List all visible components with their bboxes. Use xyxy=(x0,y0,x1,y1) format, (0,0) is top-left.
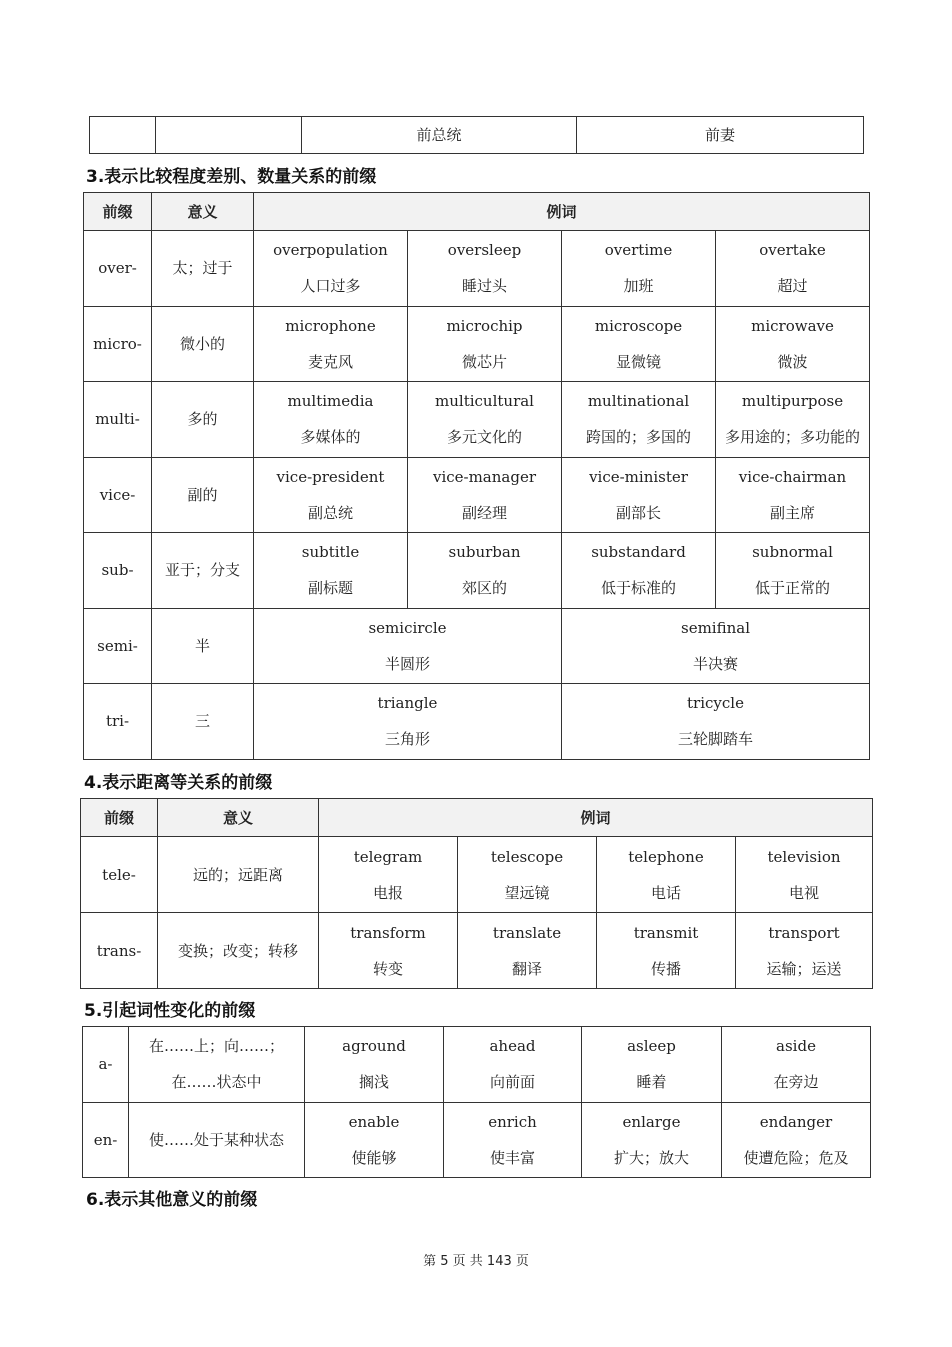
example-cell xyxy=(305,1027,444,1103)
example-word: multimedia xyxy=(287,392,374,411)
example-cell xyxy=(254,533,408,609)
table-row xyxy=(84,382,870,458)
example-gloss: 传播 xyxy=(650,959,681,978)
prefix-table-distance xyxy=(80,798,873,989)
example-cell xyxy=(254,457,408,533)
example-gloss: 副部长 xyxy=(615,503,661,522)
example-gloss: 在旁边 xyxy=(773,1073,819,1092)
example-gloss: 郊区的 xyxy=(461,579,507,598)
example-word: oversleep xyxy=(447,241,522,260)
cell xyxy=(90,117,156,154)
prefix-cell: sub- xyxy=(84,533,152,609)
example-cell xyxy=(319,837,458,913)
example-gloss: 扩大；放大 xyxy=(613,1148,689,1167)
example-cell xyxy=(562,457,716,533)
header-cell: 意义 xyxy=(158,799,319,837)
example-gloss: 副经理 xyxy=(461,503,507,522)
example-cell xyxy=(716,306,870,382)
table-row xyxy=(81,837,873,913)
example-cell xyxy=(408,457,562,533)
example-word: multipurpose xyxy=(741,392,844,411)
example-cell xyxy=(562,533,716,609)
example-gloss: 多媒体的 xyxy=(300,428,361,447)
example-cell xyxy=(716,231,870,307)
example-cell xyxy=(736,913,873,989)
example-gloss: 低于标准的 xyxy=(600,579,676,598)
example-word: telephone xyxy=(628,847,704,866)
example-word: translate xyxy=(492,923,562,942)
example-gloss: 多用途的；多功能的 xyxy=(725,428,861,447)
example-gloss: 电报 xyxy=(372,883,403,902)
header-cell: 例词 xyxy=(254,193,870,231)
example-gloss: 电视 xyxy=(789,883,820,902)
example-word: overpopulation xyxy=(273,241,388,260)
example-cell xyxy=(408,306,562,382)
meaning-cell: 在……上；向……；在……状态中 xyxy=(129,1027,305,1103)
cell: 前妻 xyxy=(577,117,864,154)
example-word: semifinal xyxy=(681,618,751,637)
table-row xyxy=(84,457,870,533)
example-gloss: 微波 xyxy=(777,352,808,371)
example-cell xyxy=(722,1027,871,1103)
section-heading-5: 5.引起词性变化的前缀 xyxy=(84,1001,256,1021)
example-word: microchip xyxy=(446,316,523,335)
example-gloss: 半决赛 xyxy=(693,654,739,673)
example-word: overtime xyxy=(604,241,673,260)
example-gloss: 使丰富 xyxy=(489,1148,535,1167)
example-word: endanger xyxy=(759,1112,833,1131)
meaning-cell: 多的 xyxy=(152,382,254,458)
example-cell xyxy=(562,231,716,307)
example-word: semicircle xyxy=(368,618,447,637)
example-word: enlarge xyxy=(622,1112,681,1131)
example-gloss: 使遭危险；危及 xyxy=(743,1148,849,1167)
table-row xyxy=(84,231,870,307)
cell: 前总统 xyxy=(302,117,577,154)
prefix-cell: over- xyxy=(84,231,152,307)
table-row xyxy=(84,306,870,382)
example-word: vice-manager xyxy=(432,467,537,486)
example-word: television xyxy=(767,847,841,866)
table-continued xyxy=(89,116,864,154)
example-word: substandard xyxy=(591,543,686,562)
example-word: suburban xyxy=(448,543,521,562)
meaning-cell: 变换；改变；转移 xyxy=(158,913,319,989)
example-word: microscope xyxy=(594,316,683,335)
example-word: triangle xyxy=(377,694,438,713)
prefix-cell: multi- xyxy=(84,382,152,458)
prefix-cell: tele- xyxy=(81,837,158,913)
example-cell xyxy=(562,608,870,684)
example-gloss: 三角形 xyxy=(384,730,430,749)
example-word: vice-minister xyxy=(589,467,688,486)
example-gloss: 微芯片 xyxy=(461,352,507,371)
example-gloss: 低于正常的 xyxy=(755,579,831,598)
header-cell: 意义 xyxy=(152,193,254,231)
header-row xyxy=(81,799,873,837)
example-cell xyxy=(736,837,873,913)
example-gloss: 超过 xyxy=(777,277,808,296)
table-row xyxy=(83,1027,871,1103)
prefix-cell: semi- xyxy=(84,608,152,684)
example-cell xyxy=(408,533,562,609)
meaning-cell: 副的 xyxy=(152,457,254,533)
example-word: transform xyxy=(350,923,426,942)
example-gloss: 副总统 xyxy=(307,503,353,522)
example-word: ahead xyxy=(489,1037,536,1056)
meaning-cell: 亚于；分支 xyxy=(152,533,254,609)
example-cell xyxy=(305,1102,444,1178)
example-gloss: 运输；运送 xyxy=(766,959,842,978)
example-cell xyxy=(254,231,408,307)
example-gloss: 搁浅 xyxy=(358,1073,389,1092)
example-gloss: 显微镜 xyxy=(615,352,661,371)
table-row xyxy=(84,684,870,760)
header-cell: 前缀 xyxy=(81,799,158,837)
prefix-cell: en- xyxy=(83,1102,129,1178)
example-cell xyxy=(716,382,870,458)
example-gloss: 加班 xyxy=(623,277,654,296)
example-gloss: 使能够 xyxy=(351,1148,397,1167)
example-cell xyxy=(716,457,870,533)
section-heading-4: 4.表示距离等关系的前缀 xyxy=(84,773,273,793)
prefix-table-pos-change xyxy=(82,1026,871,1178)
example-cell xyxy=(254,608,562,684)
example-word: multinational xyxy=(587,392,690,411)
example-cell xyxy=(458,837,597,913)
example-word: transport xyxy=(768,923,840,942)
prefix-cell: micro- xyxy=(84,306,152,382)
example-word: aground xyxy=(342,1037,406,1056)
table-row xyxy=(84,608,870,684)
example-cell xyxy=(408,231,562,307)
header-cell: 前缀 xyxy=(84,193,152,231)
example-word: microwave xyxy=(751,316,834,335)
header-cell: 例词 xyxy=(319,799,873,837)
table-row xyxy=(84,533,870,609)
example-gloss: 跨国的；多国的 xyxy=(585,428,691,447)
example-word: microphone xyxy=(285,316,376,335)
meaning-cell: 远的；远距离 xyxy=(158,837,319,913)
meaning-cell: 太；过于 xyxy=(152,231,254,307)
example-word: telescope xyxy=(490,847,564,866)
example-gloss: 三轮脚踏车 xyxy=(678,730,754,749)
cell xyxy=(156,117,302,154)
meaning-cell: 微小的 xyxy=(152,306,254,382)
example-gloss: 转变 xyxy=(372,959,403,978)
example-gloss: 副主席 xyxy=(770,503,816,522)
example-cell xyxy=(716,533,870,609)
example-word: vice-chairman xyxy=(738,467,847,486)
meaning-cell: 三 xyxy=(152,684,254,760)
example-word: overtake xyxy=(759,241,826,260)
example-word: subnormal xyxy=(752,543,833,562)
section-heading-3: 3.表示比较程度差别、数量关系的前缀 xyxy=(86,167,377,187)
example-word: vice-president xyxy=(276,467,385,486)
prefix-cell: tri- xyxy=(84,684,152,760)
example-cell xyxy=(597,913,736,989)
example-cell xyxy=(582,1027,722,1103)
example-cell xyxy=(562,382,716,458)
example-word: aside xyxy=(776,1037,816,1056)
example-gloss: 人口过多 xyxy=(300,277,361,296)
example-cell xyxy=(444,1027,582,1103)
example-cell xyxy=(254,382,408,458)
example-gloss: 望远镜 xyxy=(504,883,550,902)
example-cell xyxy=(722,1102,871,1178)
example-gloss: 麦克风 xyxy=(307,352,353,371)
table-row xyxy=(83,1102,871,1178)
example-cell xyxy=(562,684,870,760)
example-word: tricycle xyxy=(687,694,744,713)
example-cell xyxy=(562,306,716,382)
example-gloss: 向前面 xyxy=(489,1073,535,1092)
example-word: transmit xyxy=(633,923,699,942)
example-gloss: 半圆形 xyxy=(384,654,430,673)
prefix-cell: trans- xyxy=(81,913,158,989)
example-cell xyxy=(254,306,408,382)
example-word: enrich xyxy=(488,1112,537,1131)
meaning-cell: 使……处于某种状态 xyxy=(129,1102,305,1178)
header-row xyxy=(84,193,870,231)
prefix-cell: vice- xyxy=(84,457,152,533)
example-gloss: 睡着 xyxy=(636,1073,667,1092)
example-gloss: 电话 xyxy=(650,883,681,902)
section-heading-6: 6.表示其他意义的前缀 xyxy=(86,1190,258,1210)
example-cell xyxy=(254,684,562,760)
prefix-cell: a- xyxy=(83,1027,129,1103)
prefix-table-comparison xyxy=(83,192,870,760)
example-word: multicultural xyxy=(435,392,534,411)
example-word: subtitle xyxy=(301,543,360,562)
example-cell xyxy=(408,382,562,458)
example-cell xyxy=(582,1102,722,1178)
example-gloss: 副标题 xyxy=(307,579,353,598)
example-cell xyxy=(597,837,736,913)
example-gloss: 翻译 xyxy=(511,959,542,978)
example-cell xyxy=(319,913,458,989)
table-row xyxy=(81,913,873,989)
example-word: enable xyxy=(348,1112,400,1131)
example-gloss: 睡过头 xyxy=(461,277,507,296)
example-cell xyxy=(458,913,597,989)
example-gloss: 多元文化的 xyxy=(446,428,522,447)
example-cell xyxy=(444,1102,582,1178)
example-word: asleep xyxy=(627,1037,676,1056)
meaning-cell: 半 xyxy=(152,608,254,684)
example-word: telegram xyxy=(353,847,423,866)
page-footer: 第 5 页 共 143 页 xyxy=(423,1254,529,1269)
